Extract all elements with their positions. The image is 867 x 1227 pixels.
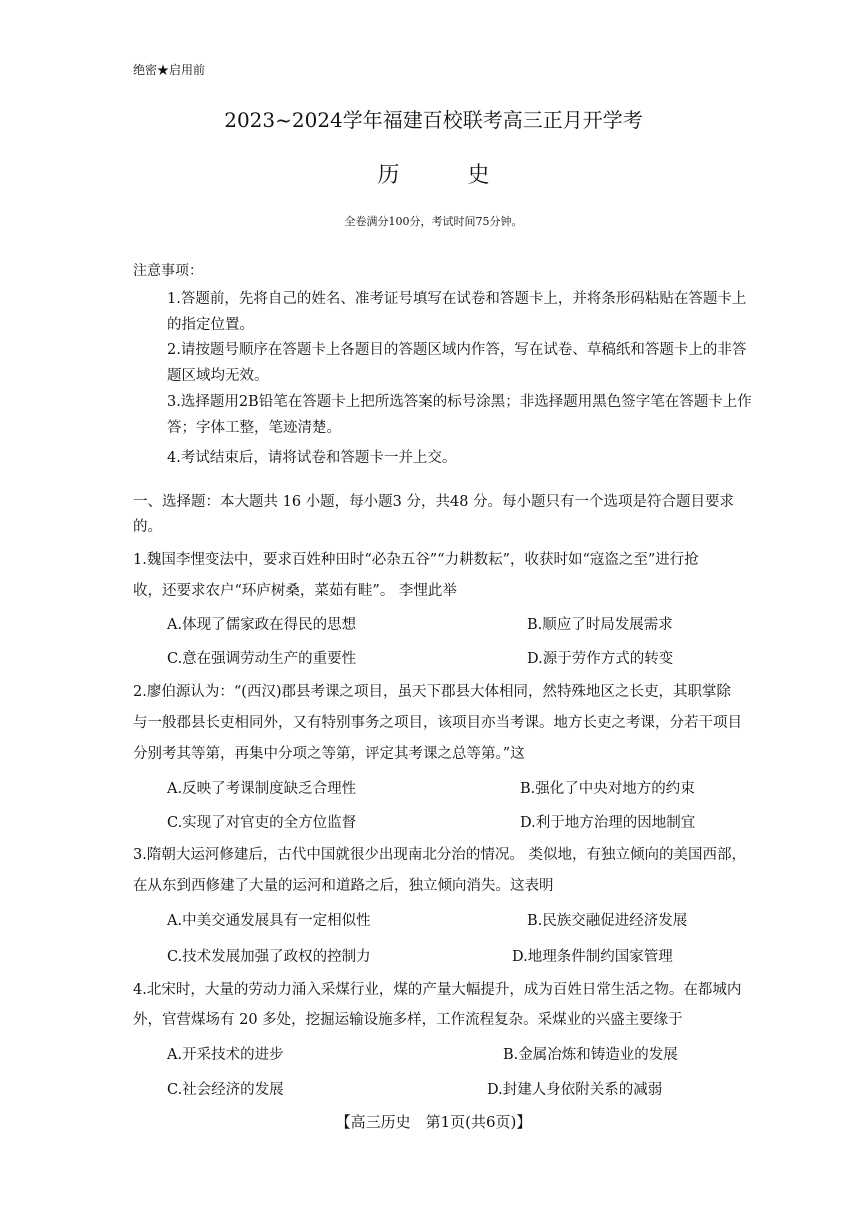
question-4-option-b: B.金属冶炼和铸造业的发展 <box>503 1047 678 1063</box>
question-2-option-d: D.利于地方治理的因地制宜 <box>520 815 696 831</box>
question-4-option-c: C.社会经济的发展 <box>167 1082 284 1098</box>
question-3-option-a: A.中美交通发展具有一定相似性 <box>167 913 371 929</box>
question-2-line: 与一般郡县长吏相同外，又有特别事务之项目，该项目亦当考课。地方长吏之考课，分若干项目 <box>133 715 742 731</box>
question-2-option-b: B.强化了中央对地方的约束 <box>520 781 695 797</box>
note-line: 2.请按题号顺序在答题卡上各题目的答题区域内作答，写在试卷、草稿纸和答题卡上的非答 <box>167 342 747 358</box>
score-info: 全卷满分100分，考试时间75分钟。 <box>344 215 523 228</box>
question-3-option-c: C.技术发展加强了政权的控制力 <box>167 949 371 965</box>
note-line: 答；字体工整，笔迹清楚。 <box>167 420 341 436</box>
section-heading-cont: 的。 <box>133 519 162 535</box>
note-line: 4.考试结束后，请将试卷和答题卡一并上交。 <box>167 450 457 466</box>
question-2-option-c: C.实现了对官吏的全方位监督 <box>167 815 357 831</box>
note-line: 3.选择题用2B铅笔在答题卡上把所选答案的标号涂黑；非选择题用黑色签字笔在答题卡上作 <box>167 394 752 410</box>
question-4-option-a: A.开采技术的进步 <box>167 1047 284 1063</box>
exam-title: 2023~2024学年福建百校联考高三正月开学考 <box>224 108 643 132</box>
question-3-option-b: B.民族交融促进经济发展 <box>527 913 688 929</box>
question-1-option-c: C.意在强调劳动生产的重要性 <box>167 651 357 667</box>
note-line: 的指定位置。 <box>167 317 254 333</box>
notes-title: 注意事项： <box>133 263 203 279</box>
question-3-line: 在从东到西修建了大量的运河和道路之后，独立倾向消失。这表明 <box>133 878 554 894</box>
question-2-option-a: A.反映了考课制度缺乏合理性 <box>167 781 357 797</box>
question-1-option-a: A.体现了儒家政在得民的思想 <box>167 617 357 633</box>
question-4-line: 4.北宋时，大量的劳动力涌入采煤行业，煤的产量大幅提升，成为百姓日常生活之物。在都城内 <box>133 982 742 998</box>
subject-title: 历史 <box>377 163 558 188</box>
question-2-line: 2.廖伯源认为：“(西汉)郡县考课之项目，虽天下郡县大体相同，然特殊地区之长吏，其职掌除 <box>133 684 732 700</box>
question-1-line: 1.魏国李悝变法中，要求百姓种田时“必杂五谷”“力耕数耘”，收获时如“寇盗之至”进行抢 <box>133 552 699 568</box>
note-line: 题区域均无效。 <box>167 368 269 384</box>
question-4-option-d: D.封建人身依附关系的减弱 <box>487 1082 663 1098</box>
question-2-line: 分别考其等第，再集中分项之等第，评定其考课之总等第。”这 <box>133 746 525 762</box>
question-4-line: 外，官营煤场有 20 多处，挖掘运输设施多样，工作流程复杂。采煤业的兴盛主要缘于 <box>133 1012 683 1028</box>
question-1-line: 收，还要求农户“环庐树桑，菜茹有畦”。 李悝此举 <box>133 583 457 599</box>
section-heading: 一、选择题：本大题共 16 小题，每小题3 分，共48 分。每小题只有一个选项是符合题目要求 <box>133 494 735 510</box>
question-1-option-b: B.顺应了时局发展需求 <box>527 617 673 633</box>
question-3-line: 3.隋朝大运河修建后，古代中国就很少出现南北分治的情况。 类似地，有独立倾向的美国西部， <box>133 847 746 863</box>
question-3-option-d: D.地理条件制约国家管理 <box>512 949 673 965</box>
secret-mark: 绝密★启用前 <box>133 63 206 77</box>
page-footer: 【高三历史 第1页(共6页)】 <box>335 1113 532 1131</box>
note-line: 1.答题前，先将自己的姓名、准考证号填写在试卷和答题卡上，并将条形码粘贴在答题卡上 <box>167 291 747 307</box>
question-1-option-d: D.源于劳作方式的转变 <box>527 651 674 667</box>
